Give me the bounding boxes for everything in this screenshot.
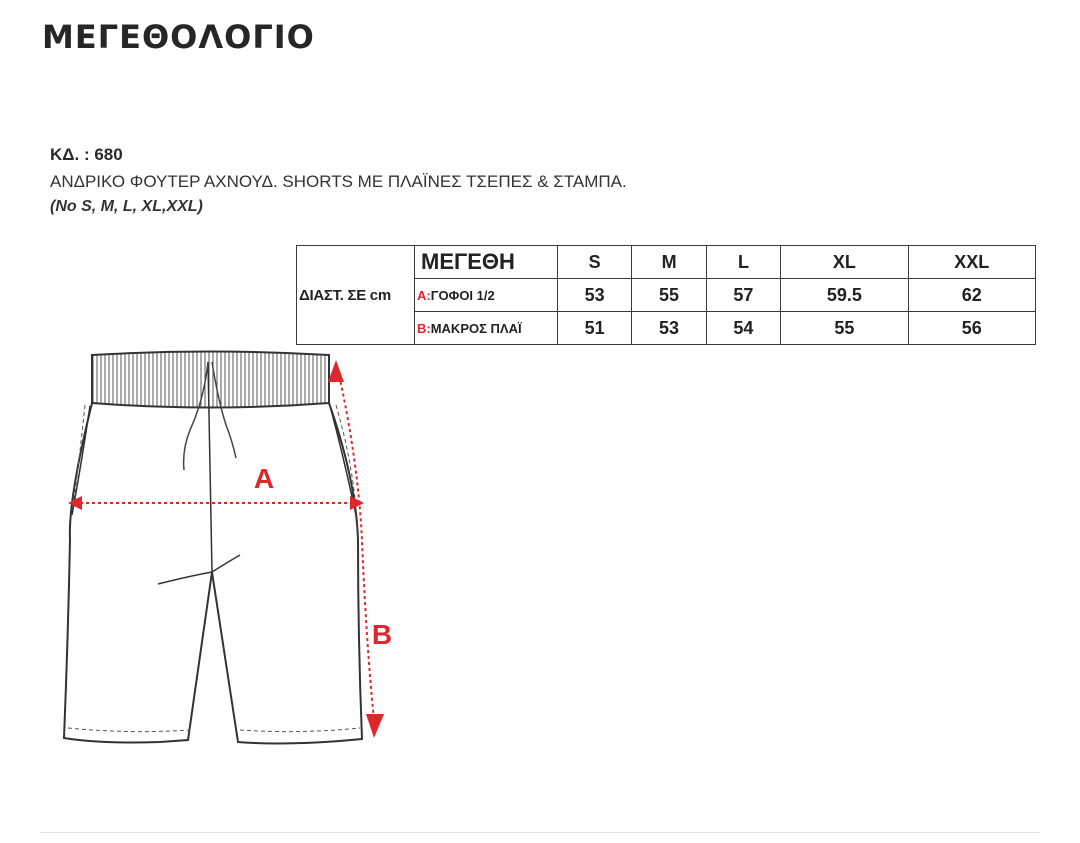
row-label-hips [415,279,558,312]
sizes-header-label: ΜΕΓΕΘΗ [415,246,558,279]
measure-a-arrow-right [350,496,364,510]
available-sizes-note: (No S, M, L, XL,XXL) [50,198,203,215]
measure-b-label: B [371,619,393,650]
table-cell: 54 [706,312,780,345]
page-title: ΜΕΓΕΘΟΛΟΓΙΟ [42,18,315,56]
shorts-outline [64,403,362,743]
table-cell: 56 [908,312,1035,345]
size-header-xl: XL [781,246,908,279]
table-cell: 53 [558,279,632,312]
table-cell: 51 [558,312,632,345]
dimension-unit-label: ΔΙΑΣΤ. ΣΕ cm [297,246,415,345]
table-cell: 53 [632,312,706,345]
size-header-m: M [632,246,706,279]
waistband [92,352,329,408]
row-text-hips: ΓΟΦΟΙ 1/2 [430,287,495,303]
size-chart-table [296,245,1036,345]
row-label-side-length [415,312,558,345]
product-code: ΚΔ. : 680 [50,145,123,164]
product-description: ΑΝΔΡΙΚΟ ΦΟΥΤΕΡ ΑΧΝΟΥΔ. SHORTS ΜΕ ΠΛΑΪΝΕΣ ΤΣΕΠΕΣ & ΣΤΑΜΠΑ. [50,172,627,191]
measure-b-arrow-top [328,360,344,382]
table-cell: 55 [632,279,706,312]
row-letter-b: B: [417,320,431,336]
table-cell: 55 [781,312,908,345]
shorts-illustration [40,340,400,760]
page-divider [40,832,1040,833]
table-cell: 59.5 [781,279,908,312]
size-header-xxl: XXL [908,246,1035,279]
table-header-row [297,246,1036,279]
table-cell: 62 [908,279,1035,312]
table-cell: 57 [706,279,780,312]
measure-b-line [338,370,374,720]
row-letter-a: A: [417,287,431,303]
size-header-s: S [558,246,632,279]
measure-b-arrow-bottom [366,714,384,738]
row-text-side-length: ΜΑΚΡΟΣ ΠΛΑΪ [430,320,522,336]
measure-a-label: A [253,463,275,494]
size-header-l: L [706,246,780,279]
